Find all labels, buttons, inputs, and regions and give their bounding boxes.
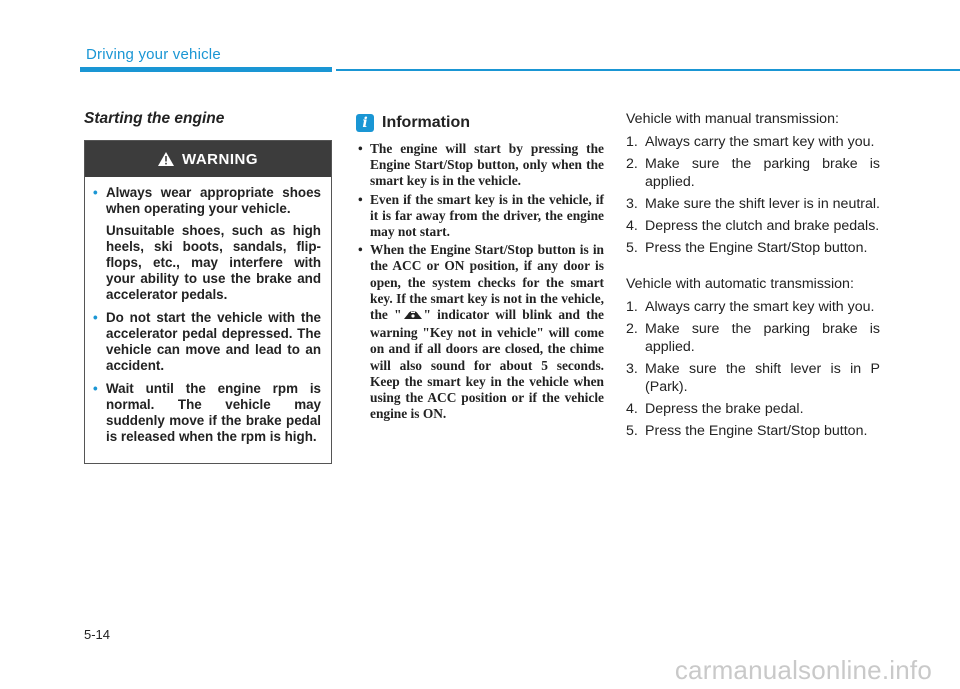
step-text: Make sure the parking brake is applied. [645, 321, 880, 355]
step-number: 2. [626, 156, 638, 172]
step-number: 3. [626, 196, 638, 212]
smart-key-indicator-icon [402, 308, 424, 325]
step [626, 320, 880, 356]
warning-list [85, 177, 331, 445]
step [626, 400, 880, 418]
page-number: 5-14 [84, 627, 111, 642]
step-text: Press the Engine Start/Stop button. [645, 423, 868, 439]
warning-title: WARNING [182, 150, 258, 168]
start-procedures [626, 110, 880, 458]
information-text: When the Engine Start/Stop button is in the ACC or ON position, if any door is open, the system checks for the smart key. If the smart key is not in the vehicle, the " [370, 242, 604, 323]
section-title: Driving your vehicle [86, 46, 221, 63]
step [626, 217, 880, 235]
step [626, 195, 880, 213]
information-title: Information [382, 114, 470, 131]
step-text: Always carry the smart key with you. [645, 299, 875, 315]
warning-text: Unsuitable shoes, such as high heels, ski boots, sandals, flip-flops, etc., may interfere with your ability to use the brake and accelerator pedals. [106, 223, 321, 302]
step-number: 5. [626, 423, 638, 439]
step [626, 360, 880, 396]
step [626, 239, 880, 257]
bullet: • [93, 381, 98, 396]
automatic-transmission-title: Vehicle with automatic transmission: [626, 276, 854, 292]
information-text: " indicator will blink and the warning "Key not in vehicle" will come on and if all doors are closed, the chime will also sound for about 5 seconds. Keep the smart key in the vehicle when using the ACC position or if the vehicle engine is ON. [370, 307, 604, 422]
step-number: 4. [626, 218, 638, 234]
step-number: 1. [626, 299, 638, 315]
page-heading: Starting the engine [84, 110, 225, 127]
step [626, 133, 880, 151]
step [626, 155, 880, 191]
bullet: • [93, 185, 98, 200]
warning-item [93, 310, 321, 374]
information-heading [356, 114, 470, 132]
warning-item [93, 381, 321, 445]
information-item [356, 242, 604, 422]
bullet: • [358, 141, 363, 156]
step [626, 422, 880, 440]
information-list [356, 141, 604, 424]
information-item [356, 192, 604, 241]
manual-transmission-title: Vehicle with manual transmission: [626, 111, 839, 127]
step-text: Make sure the shift lever is in neutral. [645, 196, 880, 212]
watermark: carmanualsonline.info [674, 655, 932, 685]
warning-box [84, 140, 332, 464]
header-bar [80, 67, 332, 72]
warning-text: Always wear appropriate shoes when operating your vehicle. [106, 185, 321, 216]
step-text: Always carry the smart key with you. [645, 134, 875, 150]
warning-header [85, 141, 331, 177]
automatic-steps [626, 298, 880, 440]
warning-item [93, 185, 321, 303]
step-text: Press the Engine Start/Stop button. [645, 240, 868, 256]
header-rule [336, 69, 960, 71]
step-text: Depress the clutch and brake pedals. [645, 218, 880, 234]
warning-triangle-icon [158, 152, 174, 166]
bullet: • [358, 191, 363, 207]
manual-steps [626, 133, 880, 257]
step [626, 298, 880, 316]
bullet: • [93, 310, 98, 325]
info-icon: i [356, 114, 374, 132]
warning-text: Do not start the vehicle with the accelerator pedal depressed. The vehicle can move and lead to an accident. [106, 310, 321, 373]
step-number: 1. [626, 134, 638, 150]
step-number: 5. [626, 240, 638, 256]
information-text: Even if the smart key is in the vehicle, if it is far away from the driver, the engine may not start. [370, 191, 604, 240]
step-number: 4. [626, 401, 638, 417]
step-text: Make sure the shift lever is in P (Park). [645, 361, 880, 395]
bullet: • [358, 242, 363, 258]
information-text: The engine will start by pressing the Engine Start/Stop button, only when the smart key is in the vehicle. [370, 141, 604, 189]
warning-text: Wait until the engine rpm is normal. The vehicle may suddenly move if the brake pedal is released when the rpm is high. [106, 381, 321, 444]
step-text: Depress the brake pedal. [645, 401, 804, 417]
information-item [356, 141, 604, 190]
step-number: 2. [626, 321, 638, 337]
step-text: Make sure the parking brake is applied. [645, 156, 880, 190]
step-number: 3. [626, 361, 638, 377]
